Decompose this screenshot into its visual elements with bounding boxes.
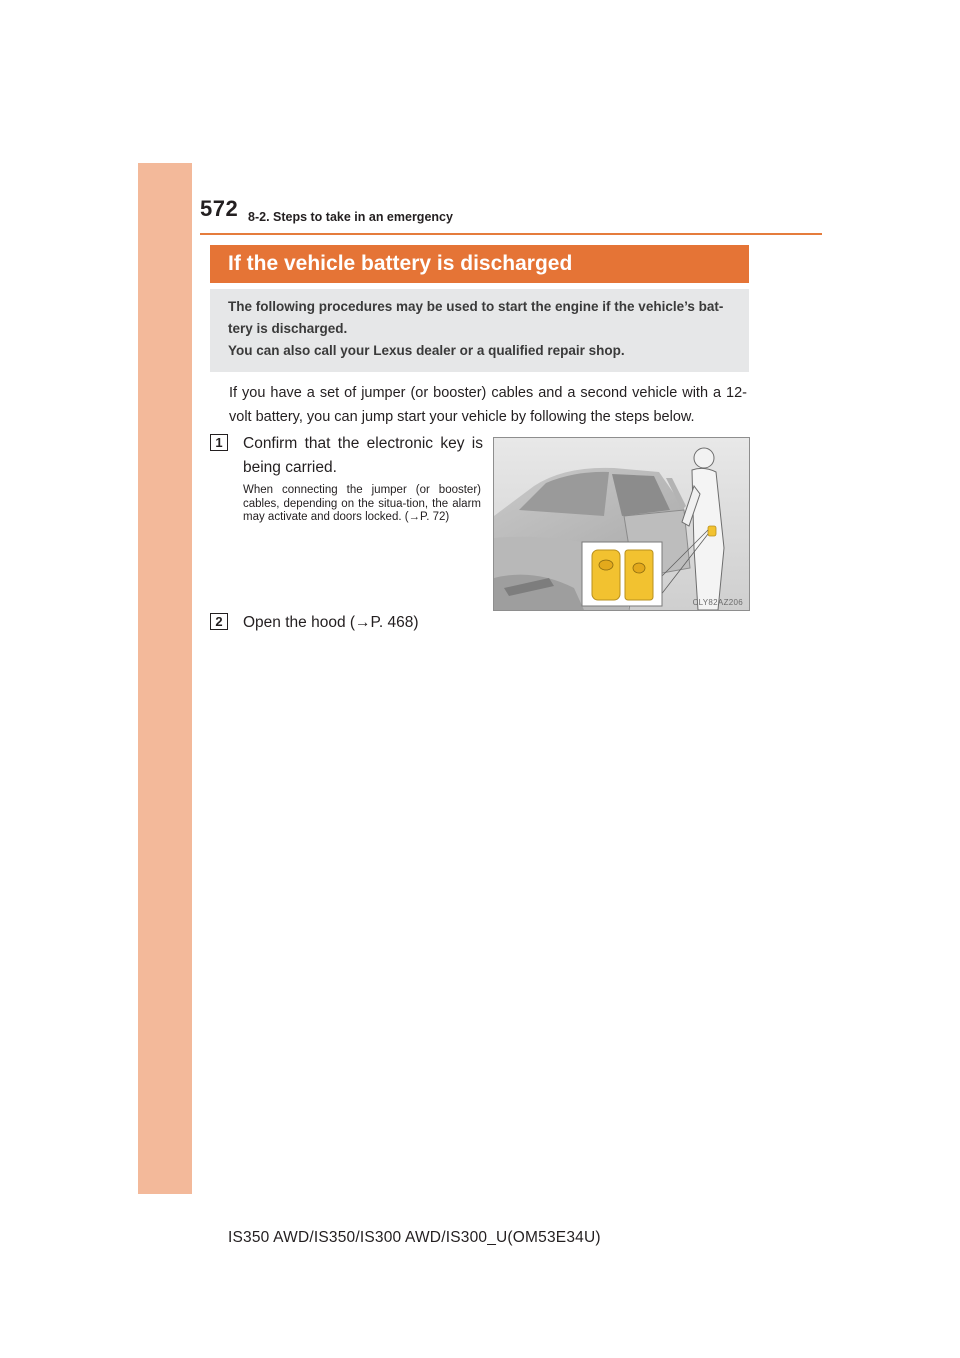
body-paragraph: If you have a set of jumper (or booster) cables and a second vehicle with a 12-volt battery, you can jump start your vehicle by following the steps below. [229, 385, 747, 425]
step-2-number: 2 [210, 613, 228, 630]
section-title: 8-2. Steps to take in an emergency [248, 210, 453, 224]
figure-code: CLY82AZ206 [692, 598, 743, 607]
intro-line-1: The following procedures may be used to start the engine if the vehicle’s bat- [228, 299, 724, 314]
intro-line-3: You can also call your Lexus dealer or a qualified repair shop. [228, 343, 625, 358]
step-2-text: Open the hood (→P. 468) [243, 614, 419, 631]
footer-model-code: IS350 AWD/IS350/IS300 AWD/IS300_U(OM53E34U) [228, 1229, 601, 1246]
header-divider [200, 233, 822, 235]
chapter-side-bar [138, 163, 192, 1194]
step-1-note: When connecting the jumper (or booster) cables, depending on the situa-tion, the alarm may activate and doors locked. (→P. 72) [243, 484, 481, 523]
intro-line-2: tery is discharged. [228, 321, 348, 336]
page-heading: If the vehicle battery is discharged [210, 245, 749, 283]
car-door-and-key-illustration-icon [494, 438, 749, 610]
step-1-number: 1 [210, 434, 228, 451]
page-number: 572 [200, 196, 239, 221]
step-1-figure [493, 437, 750, 611]
step-1-text: Confirm that the electronic key is being carried. [243, 435, 483, 476]
intro-box [210, 289, 749, 372]
